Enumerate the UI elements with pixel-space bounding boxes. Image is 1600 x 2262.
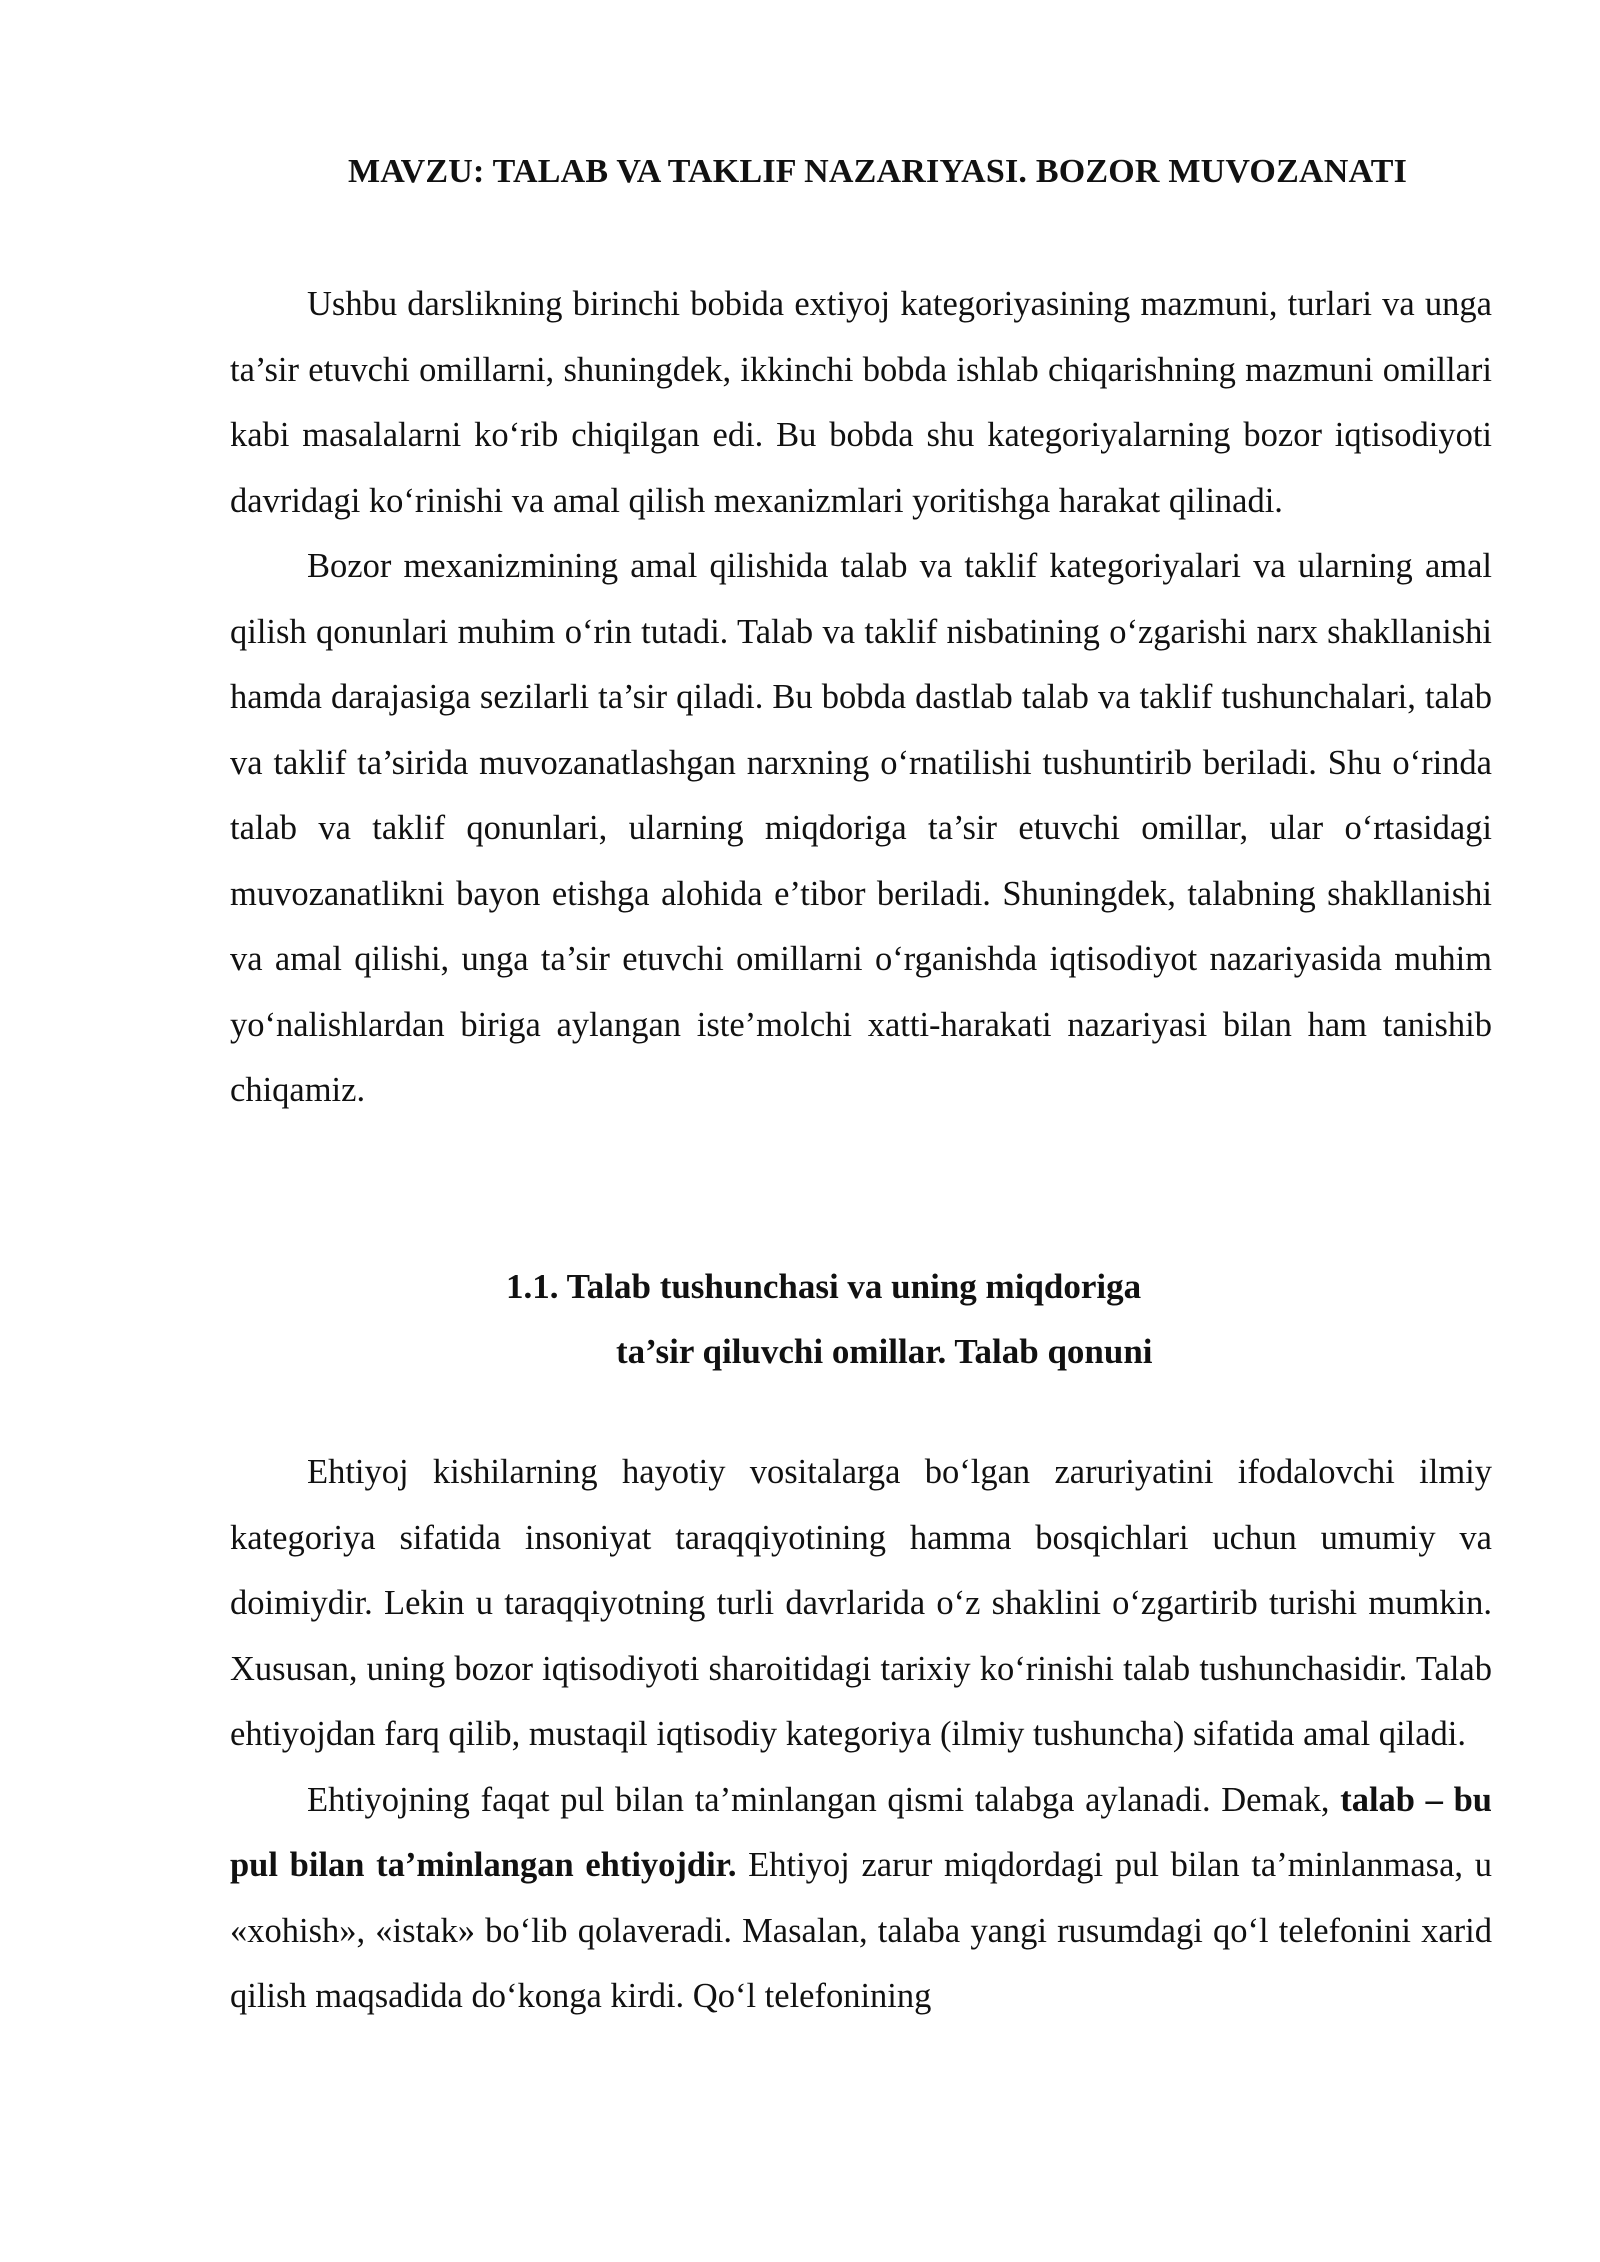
section-paragraph-1: Ehtiyoj kishilarning hayotiy vositalarga bo‘lgan zaruriyatini ifodalovchi ilmiy kategoriya sifatida insoniyat taraqqiyotining hamma bosqichlari uchun umumiy va doimiydir. Lekin u taraqqiyotning turli davrlarida o‘z shaklini o‘zgartirib turishi mumkin. Xususan, uning bozor iqtisodiyoti sharoitidagi tarixiy ko‘rinishi talab tushunchasidir. Talab ehtiyojdan farq qilib, mustaqil iqtisodiy kategoriya (ilmiy tushuncha) sifatida amal qiladi. [230,1453,1492,1753]
document-title: MAVZU: TALAB VA TAKLIF NAZARIYASI. BOZOR MUVOZANATI [348,153,1408,190]
section-body [230,1440,1492,2030]
intro-paragraph-1: Ushbu darslikning birinchi bobida extiyoj kategoriyasining mazmuni, turlari va unga ta’sir etuvchi omillarni, shuningdek, ikkinchi bobda ishlab chiqarishning mazmuni omillari kabi masalalarni ko‘rib chiqilgan edi. Bu bobda shu kategoriyalarning bozor iqtisodiyoti davridagi ko‘rinishi va amal qilish mexanizmlari yoritishga harakat qilinadi. [230,285,1492,520]
section-heading [0,1254,1600,1384]
section-heading-line-1: 1.1. Talab tushunchasi va uning miqdoriga [506,1267,1142,1306]
section-paragraph-2 [230,1768,1492,2030]
intro-section [230,272,1492,1124]
section-paragraph-2-start: Ehtiyojning faqat pul bilan ta’minlangan qismi talabga aylanadi. Demak, [307,1780,1341,1819]
intro-paragraph-2: Bozor mexanizmining amal qilishida talab va taklif kategoriyalari va ularning amal qilish qonunlari muhim o‘rin tutadi. Talab va taklif nisbatining o‘zgarishi narx shakllanishi hamda darajasiga sezilarli ta’sir qiladi. Bu bobda dastlab talab va taklif tushunchalari, talab va taklif ta’sirida muvozanatlashgan narxning o‘rnatilishi tushuntirib beriladi. Shu o‘rinda talab va taklif qonunlari, ularning miqdoriga ta’sir etuvchi omillar, ular o‘rtasidagi muvozanatlikni bayon etishga alohida e’tibor beriladi. Shuningdek, talabning shakllanishi va amal qilishi, unga ta’sir etuvchi omillarni o‘rganishda iqtisodiyot nazariyasida muhim yo‘nalishlardan biriga aylangan iste’molchi xatti-harakati nazariyasi bilan ham tanishib chiqamiz. [230,547,1492,1109]
talab-definition: talab – bu pul bilan ta’minlangan ehtiyojdir. [230,1780,1492,1884]
section-paragraph-2-end: Ehtiyoj zarur miqdordagi pul bilan ta’minlanmasa, u «xohish», «istak» bo‘lib qolaveradi. Masalan, talaba yangi rusumdagi qo‘l telefonini xarid qilish maqsadida do‘konga kirdi. Qo‘l telefonining [230,1846,1493,2015]
section-heading-line-2: ta’sir qiluvchi omillar. Talab qonuni [616,1332,1153,1371]
